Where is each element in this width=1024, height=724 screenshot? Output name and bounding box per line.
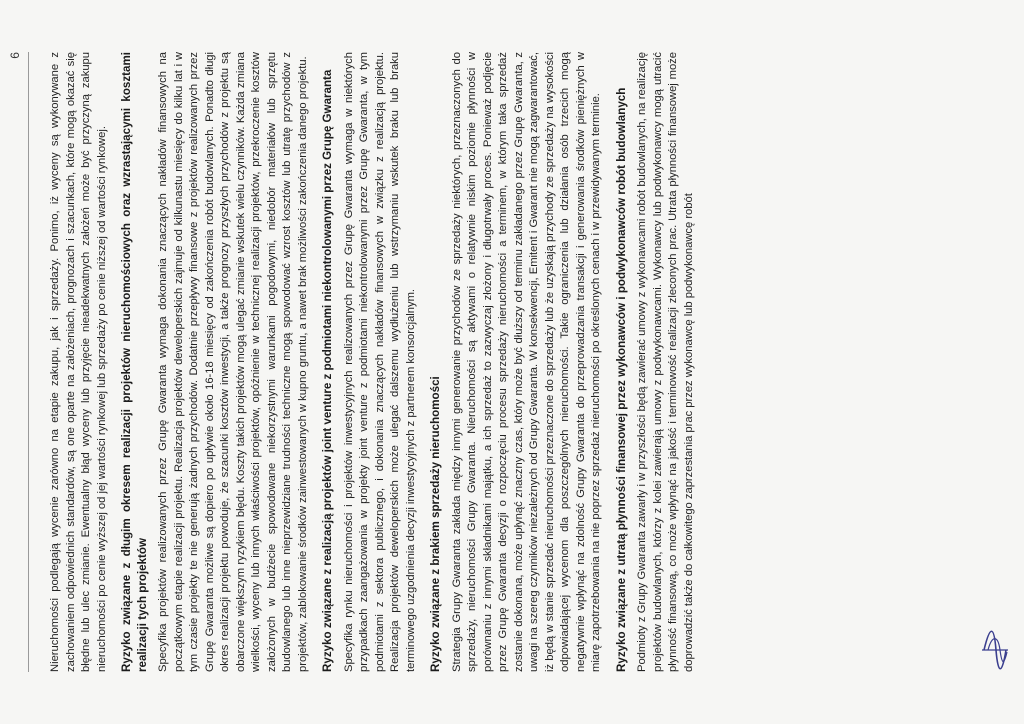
heading-liquidity: Ryzyko związane z utratą płynności finansowej przez wykonawców i podwykonawców robót budowlanych (614, 87, 628, 672)
signature-mark (980, 620, 1010, 680)
paragraph-joint-venture: Specyfika rynku nieruchomości i projektów inwestycyjnych realizowanych przez Grupę Gwaranta wymaga w niektórych przypadkach zaangażowania w projekty joint venture z podmiotami niekontrolowanymi przez Grupę Gwaranta, w tym podmiotami z sektora publicznego, i dokonania znaczących nakładów finansowych w związku z realizacją projektu. Realizacja projektów deweloperskich może ulegać dalszemu wydłużeniu lub wstrzymaniu wskutek braku lub braku terminowego uzgodnienia decyzji inwestycyjnych z partnerem konsorcjalnym. (342, 52, 417, 672)
paragraph-contractors: Podmioty z Grupy Gwaranta zawarły i w przyszłości będą zawierać umowy z wykonawcami robót budowlanych, na realizację projektów budowlanych, którzy z kolei zawierają umowy z podwykonawcami. Wykonawcy lub podwykonawcy mogą utracić płynność finansową, co może wpłynąć na jakość i terminowość realizacji zleconych prac. Utrata płynności finansowej może doprowadzić także do całkowitego zaprzestania prac przez wykonawcę lub podwykonawcę robót (636, 52, 695, 672)
paragraph-strategy: Strategia Grupy Gwaranta zakłada między innymi generowanie przychodów ze sprzedaży niektórych, przeznaczonych do sprzedaży, nieruchomości Grupy Gwaranta. Nieruchomości są aktywami o relatywnie niskim poziomie płynności w porównaniu z innymi składnikami majątku, a ich sprzedaż to zazwyczaj złożony i długotrwały proces. Ponieważ podjęcie przez Grupę Gwaranta decyzji o rozpoczęciu procesu sprzedaży nieruchomości a terminem, w którym taka sprzedaż zostanie dokonana, może upłynąć znaczny czas, który może być dłuższy od terminu zakładanego przez Grupę Gwaranta, z uwagi na szereg czynników niezależnych od Grupy Gwaranta. W konsekwencji, Emitent i Gwarant nie mogą zagwarantować, iż będą w stanie sprzedać nieruchomości przeznaczone do sprzedaży lub że uzyskają przychody ze sprzedaży na wysokości odpowiadającej wycenom dla poszczególnych nieruchomości. Takie ograniczenia lub działania osób trzecich mogą negatywnie wpłynąć na zdolność Grupy Gwaranta do przeprowadzania transakcji i generowania środków pieniężnych w miarę zapotrzebowania na nie poprzez sprzedaż nieruchomości po określonych cenach i w przewidywanym terminie. (450, 52, 602, 672)
heading-long-realization: Ryzyko związane z długim okresem realizacji projektów nieruchomościowych oraz wzrastającymi kosztami realizacji tych projektów (120, 52, 149, 672)
rotated-page-content (0, 12, 960, 712)
paragraph-valuation: Nieruchomości podlegają wycenie zarówno na etapie zakupu, jak i sprzedaży. Ponimo, iż wyceny są wykonywane z zachowaniem odpowiednich standardów, są one oparte na założeniach, prognozach i szacunkach, które mogą okazać się błędne lub ulec zmianie. Ewentualny błąd wyceny lub przyjęcie nieadekwatnych założeń może być przyczyną zakupu nieruchomości po cenie wyższej od jej wartości rynkowej lub sprzedaży po cenie niższej od wartości rynkowej. (49, 52, 108, 672)
heading-no-sale: Ryzyko związane z brakiem sprzedaży nieruchomości (429, 376, 442, 672)
paragraph-project-specifics: Specyfika projektów realizowanych przez Grupę Gwaranta wymaga dokonania znaczących nakładów finansowych na początkowym etapie realizacji projektu. Realizacja projektów deweloperskich zajmuje od kilkunastu miesięcy do kilku lat i w tym czasie projekty te nie generują żadnych przychodów. Dodatnie przepływy finansowe z projektów realizowanych przez Grupę Gwaranta możliwe są dopiero po upływie około 16-18 miesięcy od zakończenia robót budowlanych. Ponadto długi okres realizacji projektu powoduje, że szacunki kosztów inwestycji, a także prognozy przyszłych przychodów z projektu są obarczone większym ryzykiem błędu. Koszty takich projektów mogą ulegać zmianie wskutek wielu czynników. Każda zmiana wielkości, wyceny lub innych właściwości projektów, opóźnienie w technicznej realizacji projektów, przekroczenie kosztów założonych w budżecie spowodowane niekorzystnymi warunkami pogodowymi, niedobór materiałów lub sprzętu budowlanego lub inne nieprzewidziane trudności techniczne mogą spowodować wzrost kosztów lub utratę przychodów z projektów, zablokowanie środków zainwestowanych w kupno gruntu, a nawet brak możliwości zakończenia danego projektu. (157, 52, 309, 672)
text-column (48, 52, 706, 672)
page-number: 6 (8, 52, 22, 59)
heading-joint-venture: Ryzyko związane z realizacją projektów joint venture z podmiotami niekontrolowanymi przez Grupę Gwaranta (321, 69, 334, 672)
top-rule (28, 52, 29, 672)
